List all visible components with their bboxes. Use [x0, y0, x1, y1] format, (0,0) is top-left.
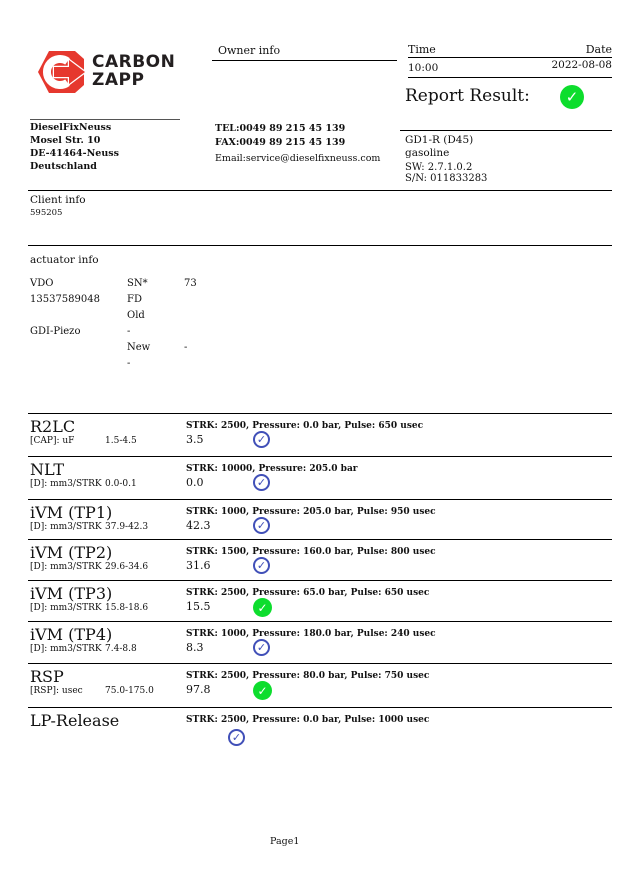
- owner-info-underline: [212, 60, 397, 61]
- test-name: LP-Release: [30, 711, 120, 730]
- test-measure-unit-label: [D]: mm3/STRK: [30, 479, 102, 489]
- blue-check-icon: ✓: [228, 729, 245, 746]
- brand-wordmark: [92, 53, 175, 89]
- owner-address-divider: [30, 119, 180, 120]
- test-row: [28, 580, 612, 621]
- actuator-maker: VDO: [30, 278, 54, 289]
- machine-software-version: SW: 2.7.1.0.2: [405, 162, 473, 173]
- test-name: RSP: [30, 667, 64, 686]
- test-measured-value: 15.5: [186, 600, 211, 613]
- test-measured-value: 31.6: [186, 559, 211, 572]
- test-measure-unit-label: [RSP]: usec: [30, 686, 83, 696]
- machine-serial-number: S/N: 011833283: [405, 173, 488, 184]
- test-row: [28, 621, 612, 663]
- test-allowed-range: 75.0-175.0: [105, 686, 154, 696]
- client-section-divider-top: [28, 190, 612, 191]
- blue-check-icon: ✓: [253, 517, 270, 534]
- test-measured-value: 0.0: [186, 476, 204, 489]
- test-parameters: STRK: 10000, Pressure: 205.0 bar: [186, 464, 358, 474]
- test-row: [28, 499, 612, 539]
- brand-line1: CARBON: [92, 52, 176, 72]
- actuator-new-value: -: [184, 342, 188, 353]
- test-allowed-range: 37.9-42.3: [105, 522, 149, 532]
- actuator-old-label: Old: [127, 310, 145, 321]
- test-name: iVM (TP2): [30, 543, 113, 562]
- owner-country: Deutschland: [30, 161, 97, 172]
- actuator-type: GDI-Piezo: [30, 326, 81, 337]
- report-result-green-check-icon: ✓: [560, 85, 584, 109]
- test-row: [28, 663, 612, 707]
- test-row: [28, 456, 612, 499]
- actuator-fd-label: FD: [127, 294, 142, 305]
- test-measured-value: 8.3: [186, 641, 204, 654]
- owner-street: Mosel Str. 10: [30, 135, 101, 146]
- blue-check-icon: ✓: [253, 474, 270, 491]
- test-parameters: STRK: 1000, Pressure: 180.0 bar, Pulse: 240 usec: [186, 629, 436, 639]
- test-row: [28, 539, 612, 580]
- test-allowed-range: 29.6-34.6: [105, 562, 149, 572]
- owner-name: DieselFixNeuss: [30, 122, 112, 133]
- test-name: iVM (TP1): [30, 503, 113, 522]
- test-measured-value: 3.5: [186, 433, 204, 446]
- time-heading: Time: [408, 43, 436, 56]
- owner-email: Email:service@dieselfixneuss.com: [215, 153, 381, 164]
- page-number: Page1: [270, 836, 300, 847]
- test-row: [28, 707, 612, 788]
- brand-line2: ZAPP: [92, 70, 145, 90]
- actuator-new-value2: -: [127, 358, 131, 369]
- test-measure-unit-label: [D]: mm3/STRK: [30, 603, 102, 613]
- test-measured-value: 97.8: [186, 683, 211, 696]
- test-parameters: STRK: 1000, Pressure: 205.0 bar, Pulse: 950 usec: [186, 507, 436, 517]
- test-name: R2LC: [30, 417, 76, 436]
- machine-info-divider: [400, 130, 612, 131]
- test-parameters: STRK: 1500, Pressure: 160.0 bar, Pulse: 800 usec: [186, 547, 436, 557]
- owner-tel: TEL:0049 89 215 45 139: [215, 123, 346, 134]
- date-heading: Date: [585, 43, 612, 56]
- actuator-sn-value: 73: [184, 278, 197, 289]
- time-value: 10:00: [408, 62, 439, 74]
- client-section-divider-bottom: [28, 245, 612, 246]
- test-allowed-range: 15.8-18.6: [105, 603, 149, 613]
- blue-check-icon: ✓: [253, 431, 270, 448]
- report-result-label: Report Result:: [405, 86, 530, 106]
- test-name: NLT: [30, 460, 64, 479]
- test-parameters: STRK: 2500, Pressure: 65.0 bar, Pulse: 650 usec: [186, 588, 430, 598]
- green-check-icon: ✓: [253, 681, 272, 700]
- owner-fax: FAX:0049 89 215 45 139: [215, 137, 346, 148]
- test-measured-value: 42.3: [186, 519, 211, 532]
- test-parameters: STRK: 2500, Pressure: 0.0 bar, Pulse: 1000 usec: [186, 715, 430, 725]
- test-parameters: STRK: 2500, Pressure: 0.0 bar, Pulse: 650 usec: [186, 421, 424, 431]
- client-id: 595205: [30, 208, 63, 218]
- test-measure-unit-label: [D]: mm3/STRK: [30, 644, 102, 654]
- owner-info-heading: Owner info: [218, 44, 281, 57]
- blue-check-icon: ✓: [253, 557, 270, 574]
- actuator-part-number: 13537589048: [30, 294, 100, 305]
- test-allowed-range: 7.4-8.8: [105, 644, 137, 654]
- green-check-icon: ✓: [253, 598, 272, 617]
- carbon-zapp-logo-icon: [36, 47, 88, 99]
- actuator-new-label: New: [127, 342, 151, 353]
- test-measure-unit-label: [D]: mm3/STRK: [30, 562, 102, 572]
- date-value: 2022-08-08: [551, 59, 612, 71]
- test-name: iVM (TP3): [30, 584, 113, 603]
- test-measure-unit-label: [D]: mm3/STRK: [30, 522, 102, 532]
- test-row: [28, 413, 612, 456]
- test-allowed-range: 1.5-4.5: [105, 436, 137, 446]
- test-results-table: [28, 413, 612, 788]
- actuator-sn-label: SN*: [127, 278, 148, 289]
- test-parameters: STRK: 2500, Pressure: 80.0 bar, Pulse: 750 usec: [186, 671, 430, 681]
- actuator-info-heading: actuator info: [30, 254, 99, 266]
- machine-model: GD1-R (D45): [405, 134, 474, 146]
- test-allowed-range: 0.0-0.1: [105, 479, 137, 489]
- machine-fuel: gasoline: [405, 147, 450, 159]
- client-info-heading: Client info: [30, 194, 86, 206]
- actuator-old-value: -: [127, 326, 131, 337]
- blue-check-icon: ✓: [253, 639, 270, 656]
- test-name: iVM (TP4): [30, 625, 113, 644]
- time-date-divider-top: [408, 57, 612, 58]
- owner-city: DE-41464-Neuss: [30, 148, 119, 159]
- test-measure-unit-label: [CAP]: uF: [30, 436, 75, 446]
- time-date-divider-bottom: [408, 77, 612, 78]
